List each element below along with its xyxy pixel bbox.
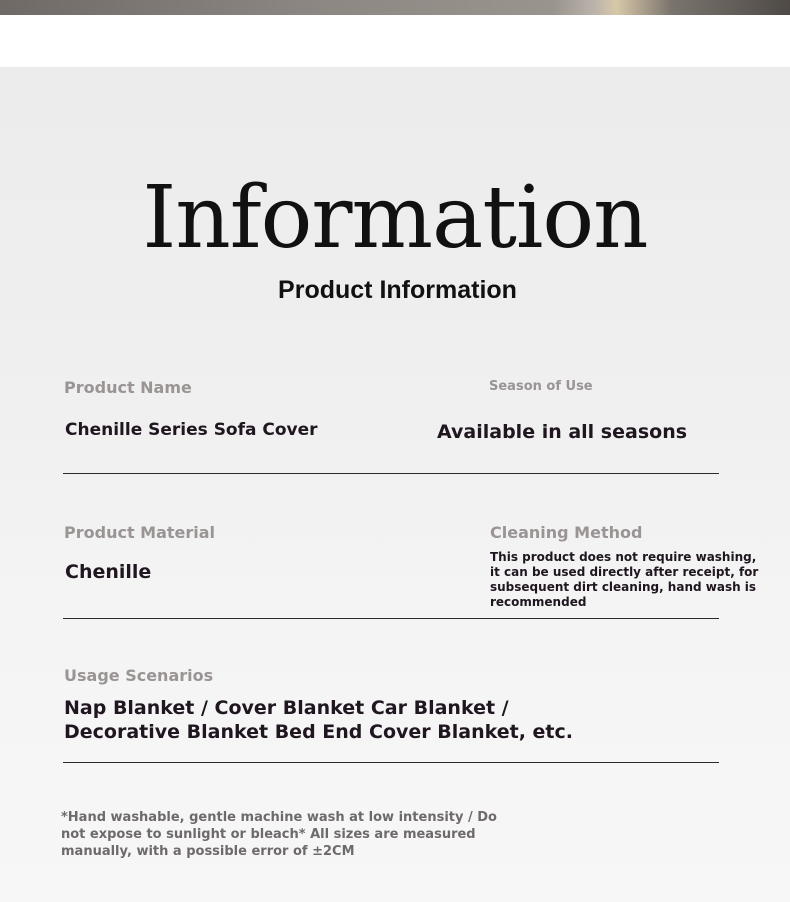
page-title: Product Information [278, 276, 517, 304]
product-name-label: Product Name [64, 378, 192, 397]
white-gap [0, 15, 790, 67]
divider-row-2 [63, 618, 719, 619]
script-title: Information [142, 168, 648, 268]
product-name-value: Chenille Series Sofa Cover [65, 420, 318, 440]
cleaning-method-label: Cleaning Method [490, 523, 643, 542]
care-footnote: *Hand washable, gentle machine wash at low intensity / Do not expose to sunlight or bleach* All sizes are measured manually, with a possible error of ±2CM [61, 810, 497, 859]
product-photo-strip [0, 0, 790, 15]
divider-row-3 [63, 762, 719, 763]
cleaning-method-value: This product does not require washing, it can be used directly after receipt, for subsequent dirt cleaning, hand wash is recommended [490, 550, 759, 609]
usage-scenarios-label: Usage Scenarios [64, 666, 214, 685]
product-material-label: Product Material [64, 523, 216, 542]
product-material-value: Chenille [65, 561, 152, 583]
season-of-use-label: Season of Use [489, 379, 593, 394]
season-of-use-value: Available in all seasons [437, 421, 688, 443]
usage-scenarios-value: Nap Blanket / Cover Blanket Car Blanket / Decorative Blanket Bed End Cover Blanket, etc. [64, 697, 573, 743]
divider-row-1 [63, 473, 719, 474]
